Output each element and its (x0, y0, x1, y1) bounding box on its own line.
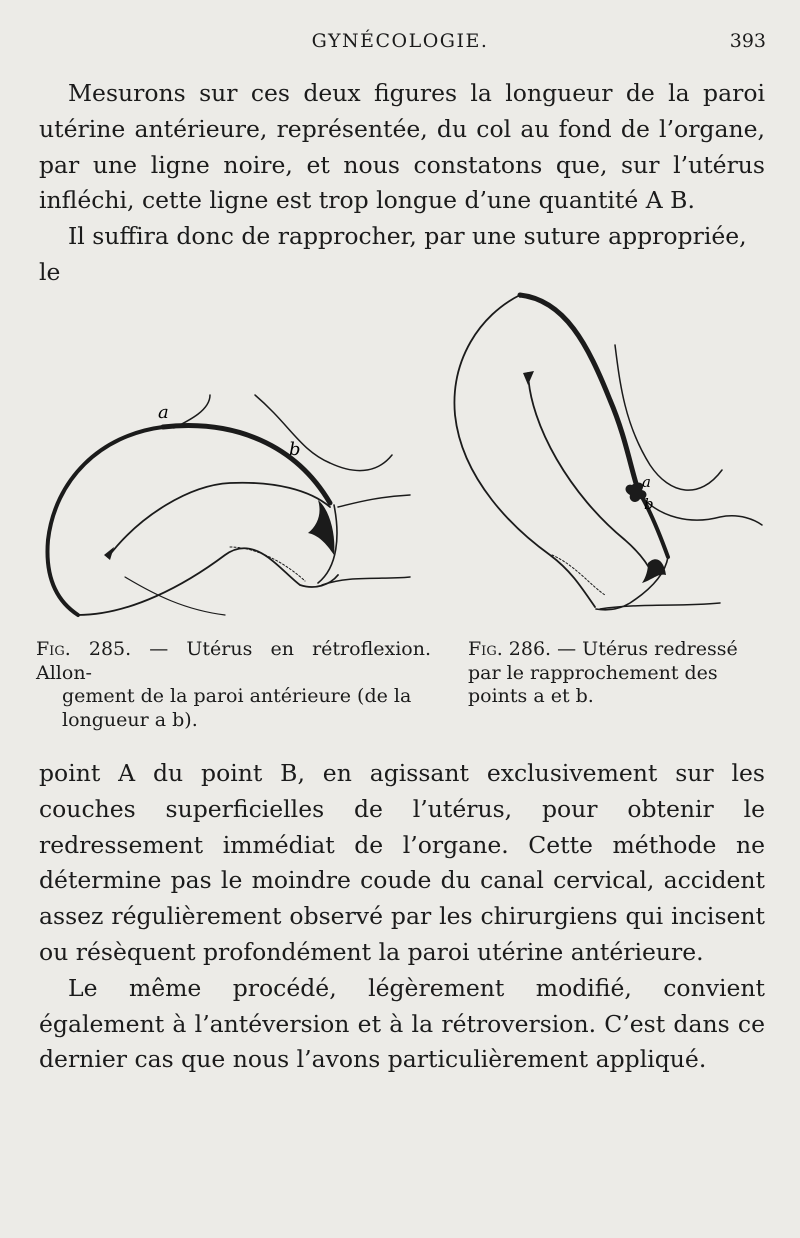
figure-286-illustration (420, 285, 800, 620)
paragraph: Mesurons sur ces deux figures la longueur de la paroi utérine antérieure, représentée, du col au fond de l’organe, par une ligne noire, et nous constatons que, sur l’utérus infléchi, cette ligne est trop longue d’une quantité A B. (39, 79, 765, 215)
label-a: a (642, 473, 651, 491)
cavity-tip-mark (104, 547, 114, 560)
running-title: GYNÉCOLOGIE. (311, 30, 489, 52)
body-text-top (39, 76, 765, 291)
lower-contour-line (78, 548, 338, 615)
page-number: 393 (729, 30, 766, 52)
paragraph: Le même procédé, légèrement modifié, convient également à l’antéversion et à la rétroversion. C’est dans ce dernier cas que nous l’avons particulièrement appliqué. (39, 973, 765, 1074)
caption-line: points a et b. (468, 685, 594, 707)
caption-line: gement de la paroi antérieure (de la (62, 685, 412, 707)
label-b: b (289, 439, 301, 460)
caption-label: Fig. 286. (468, 638, 552, 660)
anterior-wall-line (163, 426, 330, 503)
paragraph: point A du point B, en agissant exclusivement sur les couches superficielles de l’utérus, pour obtenir le redressement immédiat de l’organe. Cette méthode ne détermine pas le moindre coude du canal cervical, accident assez régulièrement observé par les chirurgiens qui incisent ou résèquent profondément la paroi utérine antérieure. (39, 759, 765, 966)
caption-text: — Utérus redressé (557, 638, 738, 660)
figure-285-illustration (0, 285, 420, 620)
anterior-wall-line (520, 295, 638, 490)
caption-fig-286 (468, 638, 760, 709)
rectum-line (125, 577, 225, 615)
cavity-line (108, 483, 330, 557)
label-a: a (158, 402, 169, 423)
cavity-tip-mark (523, 371, 534, 385)
caption-text: — Utérus en rétroflexion. Allon- (36, 638, 431, 684)
caption-line: par le rapprochement des (468, 661, 718, 684)
peritoneum-line (174, 395, 210, 428)
caption-fig-285 (36, 638, 431, 732)
caption-line (36, 638, 431, 685)
paragraph: Il suffira donc de rapprocher, par une suture appropriée, le (39, 222, 747, 286)
cervix-shape (308, 500, 334, 555)
posterior-curve-line (47, 427, 163, 615)
caption-line: longueur a b). (62, 708, 198, 731)
outer-contour-line (454, 295, 595, 607)
vaginal-wall-line (642, 497, 762, 525)
caption-label: Fig. 285. (36, 638, 132, 660)
body-text-bottom (39, 756, 765, 1078)
vaginal-wall-line (338, 495, 410, 507)
caption-line (468, 638, 760, 662)
hatch-line (230, 547, 305, 581)
label-b: b (644, 495, 654, 513)
running-head (0, 30, 800, 60)
hatch-line (552, 555, 605, 595)
figures-area (0, 285, 800, 620)
peritoneum-line (255, 395, 392, 471)
